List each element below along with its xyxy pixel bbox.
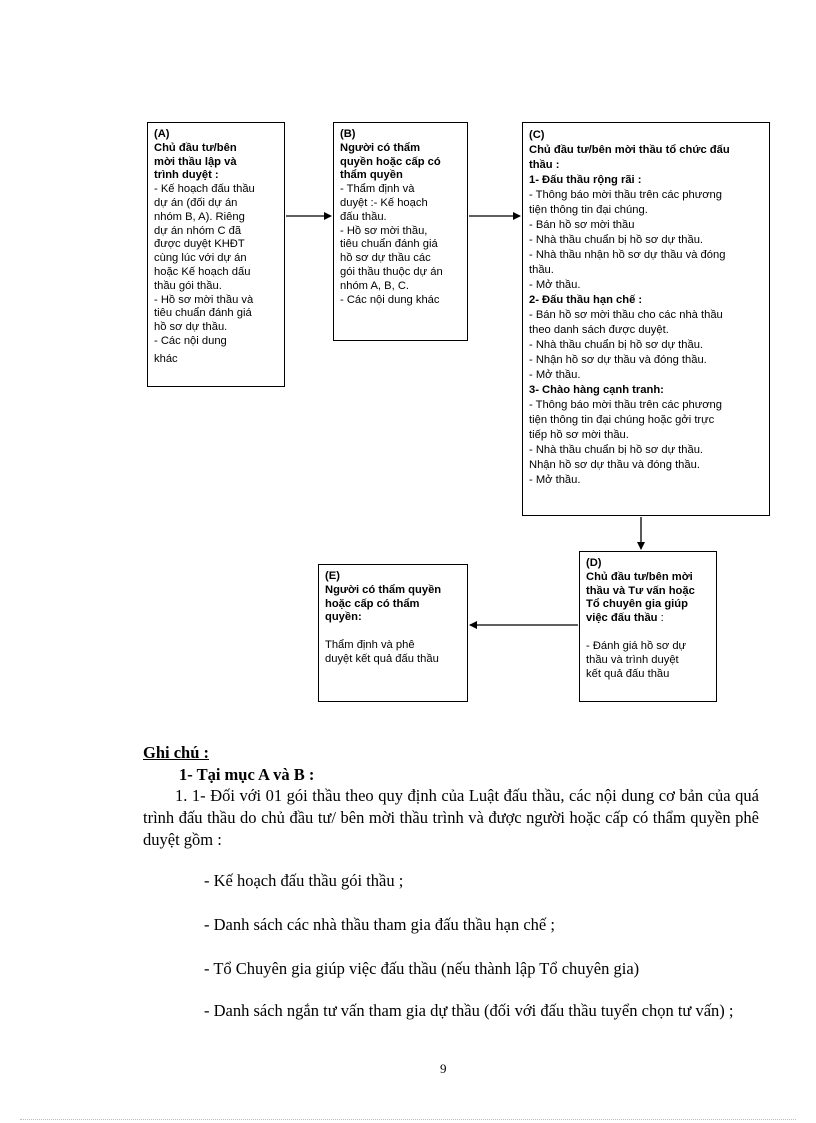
box-c-line: - Mở thầu. xyxy=(529,369,581,381)
box-b-line: - Thẩm định và xyxy=(340,183,415,196)
box-c-line: - Mở thầu. xyxy=(529,279,581,291)
box-c-line: tiện thông tin đại chúng. xyxy=(529,204,648,216)
box-d-label: (D) xyxy=(586,557,602,569)
box-b-heading-3: thẩm quyền xyxy=(340,169,403,182)
page-number: 9 xyxy=(440,1061,447,1076)
box-a-line: hồ sơ dự thầu. xyxy=(154,321,228,334)
box-e-label: (E) xyxy=(325,570,340,582)
box-d-heading-2: thầu và Tư vấn hoặc xyxy=(586,584,695,597)
box-d-heading-3: Tổ chuyên gia giúp xyxy=(586,598,688,611)
box-a-line: hoặc Kế hoạch dấu xyxy=(154,265,251,278)
notes-item-expert-group: - Tổ Chuyên gia giúp việc đấu thầu (nếu thành lập Tổ chuyên gia) xyxy=(204,959,640,978)
box-d-heading-suffix: : xyxy=(657,612,664,625)
box-e-heading-3: quyền: xyxy=(325,611,362,624)
box-c-line: - Bán hồ sơ mời thầu xyxy=(529,219,635,231)
flow-box-d xyxy=(579,551,717,702)
box-b-line: - Các nội dung khác xyxy=(340,293,440,306)
box-a-line: nhóm B, A). Riêng xyxy=(154,210,245,223)
box-e-line: duyệt kết quả đấu thầu xyxy=(325,652,439,665)
notes-item-consultant-shortlist: - Danh sách ngắn tư vấn tham gia dự thầu (đối với đấu thầu tuyển chọn tư vấn) ; xyxy=(204,1001,734,1020)
box-a-line: cùng lúc với dự án xyxy=(154,252,247,265)
flow-box-b xyxy=(333,122,468,341)
box-a-heading-2: mời thầu lập và xyxy=(154,155,237,168)
box-b-line: đấu thầu. xyxy=(340,210,387,223)
box-a-line: - Kế hoạch đấu thầu xyxy=(154,183,255,196)
box-a-label: (A) xyxy=(154,128,170,140)
box-c-line: theo danh sách được duyệt. xyxy=(529,324,669,336)
box-a-line: dự án nhóm C đã xyxy=(154,224,242,237)
notes-subtitle: 1- Tại mục A và B : xyxy=(179,765,315,784)
box-c-line: Nhận hồ sơ dự thầu và đóng thầu. xyxy=(529,459,700,471)
box-d-heading-1: Chủ đầu tư/bên mời xyxy=(586,570,693,583)
box-d-line: kết quả đấu thầu xyxy=(586,667,670,680)
box-c-line: tiện thông tin đại chúng hoặc gởi trực xyxy=(529,414,715,426)
box-d-heading-4: việc đấu thầu xyxy=(586,612,658,625)
box-c-line: thầu. xyxy=(529,264,554,276)
box-b-line: tiêu chuẩn đánh giá xyxy=(340,238,438,251)
box-c-section3-title: 3- Chào hàng cạnh tranh: xyxy=(529,384,664,396)
box-c-line: - Thông báo mời thầu trên các phương xyxy=(529,189,722,201)
notes-item-contractor-list: - Danh sách các nhà thầu tham gia đấu thầu hạn chế ; xyxy=(204,915,555,934)
box-d-line: thầu và trình duyệt xyxy=(586,653,679,666)
box-a-heading-1: Chủ đầu tư/bên xyxy=(154,141,237,154)
box-c-line: - Nhà thầu chuẩn bị hồ sơ dự thầu. xyxy=(529,444,704,456)
notes-title: Ghi chú : xyxy=(143,743,210,762)
box-a-heading-3: trình duyệt : xyxy=(154,169,219,182)
box-a-line: tiêu chuẩn đánh giá xyxy=(154,307,252,320)
box-c-line: - Mở thầu. xyxy=(529,474,581,486)
notes-paragraph: 1. 1- Đối với 01 gói thầu theo quy định của Luật đấu thầu, các nội dung cơ bản của quá trình đấu thầu do chủ đầu tư/ bên mời thầu trình và được người hoặc cấp có thẩm quyền phê duyệt gồm : xyxy=(143,786,759,849)
notes-item-plan: - Kế hoạch đấu thầu gói thầu ; xyxy=(204,871,404,890)
box-c-section1-title: 1- Đấu thầu rộng rãi : xyxy=(529,174,642,186)
box-a-line: - Các nội dung xyxy=(154,334,227,347)
box-e-heading-2: hoặc cấp có thẩm xyxy=(325,597,420,610)
box-c-line: - Nhận hồ sơ dự thầu và đóng thầu. xyxy=(529,354,707,366)
box-c-line: - Bán hồ sơ mời thầu cho các nhà thầu xyxy=(529,309,723,321)
box-a-line: dự án (đối dự án xyxy=(154,196,238,209)
box-a-line: khác xyxy=(154,352,178,365)
box-b-line: - Hồ sơ mời thầu, xyxy=(340,224,428,237)
box-b-heading-1: Người có thẩm xyxy=(340,141,421,154)
flow-box-a xyxy=(147,122,285,387)
page-bottom-divider xyxy=(20,1119,796,1120)
box-e-heading-1: Người có thẩm quyền xyxy=(325,583,442,596)
flow-box-e xyxy=(318,564,468,702)
box-b-line: gói thầu thuộc dự án xyxy=(340,265,443,278)
box-d-line: - Đánh giá hồ sơ dự xyxy=(586,639,687,652)
box-c-section2-title: 2- Đấu thầu hạn chế : xyxy=(529,294,643,306)
box-c-line: - Thông báo mời thầu trên các phương xyxy=(529,399,722,411)
flow-box-c xyxy=(522,122,770,516)
box-e-line: Thẩm định và phê xyxy=(325,639,415,652)
box-b-line: nhóm A, B, C. xyxy=(340,279,410,292)
box-c-line: - Nhà thầu chuẩn bị hồ sơ dự thầu. xyxy=(529,234,704,246)
box-c-line: tiếp hồ sơ mời thầu. xyxy=(529,429,629,441)
box-c-line: - Nhà thầu chuẩn bị hồ sơ dự thầu. xyxy=(529,339,704,351)
box-a-line: - Hồ sơ mời thầu và xyxy=(154,293,254,306)
box-b-line: duyệt :- Kế hoạch xyxy=(340,196,428,209)
box-b-heading-2: quyền hoặc cấp có xyxy=(340,155,441,168)
box-b-line: hồ sơ dự thầu các xyxy=(340,252,431,265)
box-a-line: được duyệt KHĐT xyxy=(154,238,245,251)
box-c-line: - Nhà thầu nhận hồ sơ dự thầu và đóng xyxy=(529,249,726,261)
box-c-label: (C) xyxy=(529,129,545,141)
box-c-heading-2: thầu : xyxy=(529,159,560,171)
box-a-line: thầu gói thầu. xyxy=(154,279,222,292)
box-c-heading-1: Chủ đầu tư/bên mời thầu tổ chức đấu xyxy=(529,144,730,156)
box-b-label: (B) xyxy=(340,128,356,140)
